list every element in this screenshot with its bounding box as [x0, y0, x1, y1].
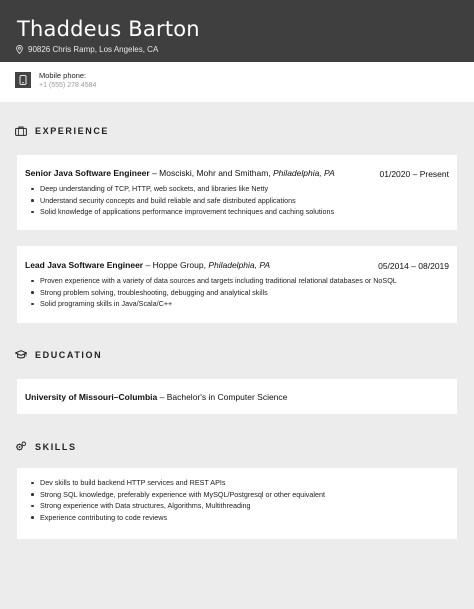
graduation-cap-icon: [15, 350, 27, 360]
skills-heading: [15, 441, 77, 452]
job-company: Hoppe Group,: [152, 260, 209, 270]
list-item: Experience contributing to code reviews: [31, 512, 325, 524]
school-name: University of Missouri–Columbia: [25, 392, 158, 402]
address-text: 90826 Chris Ramp, Los Angeles, CA: [28, 45, 159, 54]
candidate-name: Thaddeus Barton: [17, 17, 200, 41]
job-bullets: [31, 183, 334, 218]
degree-name: Bachelor's in Computer Science: [166, 392, 288, 402]
list-item: Strong problem solving, troubleshooting, debugging and analytical skills: [31, 287, 397, 299]
skills-title: SKILLS: [35, 441, 77, 452]
skills-card: [17, 468, 457, 539]
job-role: Senior Java Software Engineer: [25, 168, 150, 178]
list-item: Dev skills to build backend HTTP services and REST APIs: [31, 477, 325, 489]
experience-title: EXPERIENCE: [35, 126, 110, 136]
education-heading: [15, 350, 102, 360]
job-card-2: [17, 246, 457, 323]
job-company: Mosciski, Mohr and Smitham,: [159, 168, 274, 178]
list-item: Proven experience with a variety of data sources and targets including traditional relational databases or NoSQL: [31, 275, 397, 287]
job-location: Philadelphia, PA: [208, 260, 271, 270]
experience-heading: [15, 126, 109, 136]
job-header: Senior Java Software Engineer – Mosciski, Mohr and Smitham, Philadelphia, PA: [25, 168, 335, 178]
list-item: Deep understanding of TCP, HTTP, web sockets, and libraries like Netty: [31, 183, 334, 195]
skills-list: [31, 477, 325, 523]
list-item: Solid knowledge of applications performance improvement techniques and caching solutions: [31, 206, 334, 218]
list-item: Strong SQL knowledge, preferably experience with MySQL/Postgresql or other equivalent: [31, 489, 325, 501]
phone-label: Mobile phone:: [39, 71, 87, 80]
job-dates: 05/2014 – 08/2019: [378, 261, 449, 271]
briefcase-icon: [15, 126, 27, 136]
gears-icon: [15, 441, 27, 452]
education-entry: University of Missouri–Columbia – Bachelor's in Computer Science: [25, 392, 288, 402]
education-card: [17, 379, 457, 414]
education-title: EDUCATION: [35, 350, 103, 360]
contact-bar: [0, 62, 474, 102]
mobile-phone-icon: [15, 72, 31, 88]
list-item: Understand security concepts and build reliable and safe distributed applications: [31, 195, 334, 207]
job-card-1: [17, 155, 457, 230]
job-header: Lead Java Software Engineer – Hoppe Group, Philadelphia, PA: [25, 260, 271, 270]
job-bullets: [31, 275, 397, 310]
map-pin-icon: [16, 45, 23, 54]
list-item: Strong experience with Data structures, Algorithms, Multithreading: [31, 500, 325, 512]
phone-number: +1 (555) 278 4584: [39, 82, 97, 89]
job-role: Lead Java Software Engineer: [25, 260, 144, 270]
resume-header: [0, 0, 474, 62]
job-dates: 01/2020 – Present: [379, 169, 449, 179]
job-location: Philadelphia, PA: [273, 168, 335, 178]
list-item: Solid programing skills in Java/Scala/C++: [31, 298, 397, 310]
address-line: [16, 45, 158, 54]
